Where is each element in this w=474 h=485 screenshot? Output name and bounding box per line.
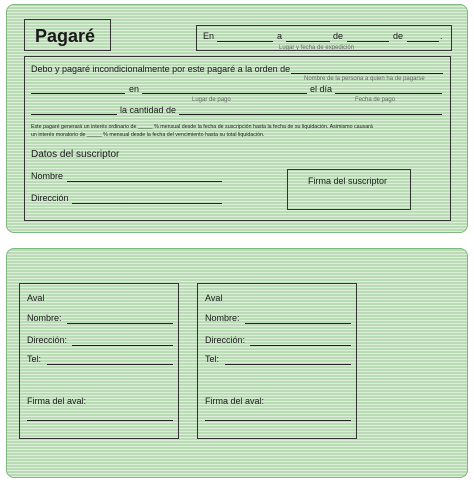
date-box: En a de de . Lugar y fecha de expedición bbox=[196, 25, 452, 51]
payment-date-line[interactable] bbox=[335, 93, 442, 94]
suscriptor-address-line[interactable] bbox=[72, 203, 222, 204]
aval-title: Aval bbox=[27, 293, 45, 303]
pagare-card bbox=[6, 4, 468, 233]
year-line[interactable] bbox=[407, 41, 439, 42]
suscriptor-name-line[interactable] bbox=[67, 181, 222, 182]
aval-title: Aval bbox=[205, 293, 223, 303]
signature-box[interactable] bbox=[287, 169, 411, 210]
aval-2-phone-line[interactable] bbox=[225, 364, 351, 365]
aval-2-address-line[interactable] bbox=[250, 345, 351, 346]
pagare-body-box: Debo y pagaré incondicionalmente por este pagaré a la orden de Nombre de la persona a quien ha de pagarse en el día Lugar de pago Fecha de pago la cantidad de Este pagaré generará un interés ordinario de _____ % mensual desde la fecha de suscripción hasta la fecha de su liquidación. Asimismo causará un interés moratorio de _____ % mensual desde la fecha del vencimiento hasta su total liquidación. Datos del suscriptor Nombre Dirección Firma del suscriptor bbox=[24, 56, 451, 221]
page-title: Pagaré bbox=[35, 26, 96, 46]
aval-1-address-line[interactable] bbox=[72, 345, 173, 346]
aval-1-name-line[interactable] bbox=[67, 323, 173, 324]
month-line[interactable] bbox=[347, 41, 389, 42]
amount-line[interactable] bbox=[179, 114, 442, 115]
aval-1-signature-line[interactable] bbox=[27, 420, 173, 421]
aval-2-signature-line[interactable] bbox=[205, 420, 351, 421]
aval-1-phone-line[interactable] bbox=[47, 364, 173, 365]
promise-text: Debo y pagaré incondicionalmente por este pagaré a la orden de bbox=[31, 64, 291, 74]
aval-box-2: Aval Nombre: Dirección: Tel: Firma del aval: bbox=[197, 283, 357, 439]
aval-2-name-line[interactable] bbox=[245, 323, 351, 324]
line-2-start[interactable] bbox=[31, 93, 125, 94]
title-box bbox=[24, 19, 111, 51]
interest-text-1: Este pagaré generará un interés ordinario de _____ % mensual desde la fecha de suscripción hasta la fecha de su liquidación. Asimismo causará bbox=[31, 124, 373, 130]
line-3-start[interactable] bbox=[31, 114, 117, 115]
date-caption: Lugar y fecha de expedición bbox=[279, 45, 355, 51]
interest-text-2: un interés moratorio de _____ % mensual desde la fecha del vencimiento hasta su total liquidación. bbox=[31, 132, 265, 138]
payment-place-line[interactable] bbox=[142, 93, 307, 94]
beneficiary-line[interactable] bbox=[291, 73, 443, 74]
place-line[interactable] bbox=[217, 41, 273, 42]
avales-card bbox=[6, 248, 468, 478]
signature-label: Firma del suscriptor bbox=[308, 176, 388, 186]
aval-box-1: Aval Nombre: Dirección: Tel: Firma del aval: bbox=[19, 283, 179, 439]
day-line[interactable] bbox=[286, 41, 330, 42]
suscriptor-heading: Datos del suscriptor bbox=[31, 149, 120, 160]
